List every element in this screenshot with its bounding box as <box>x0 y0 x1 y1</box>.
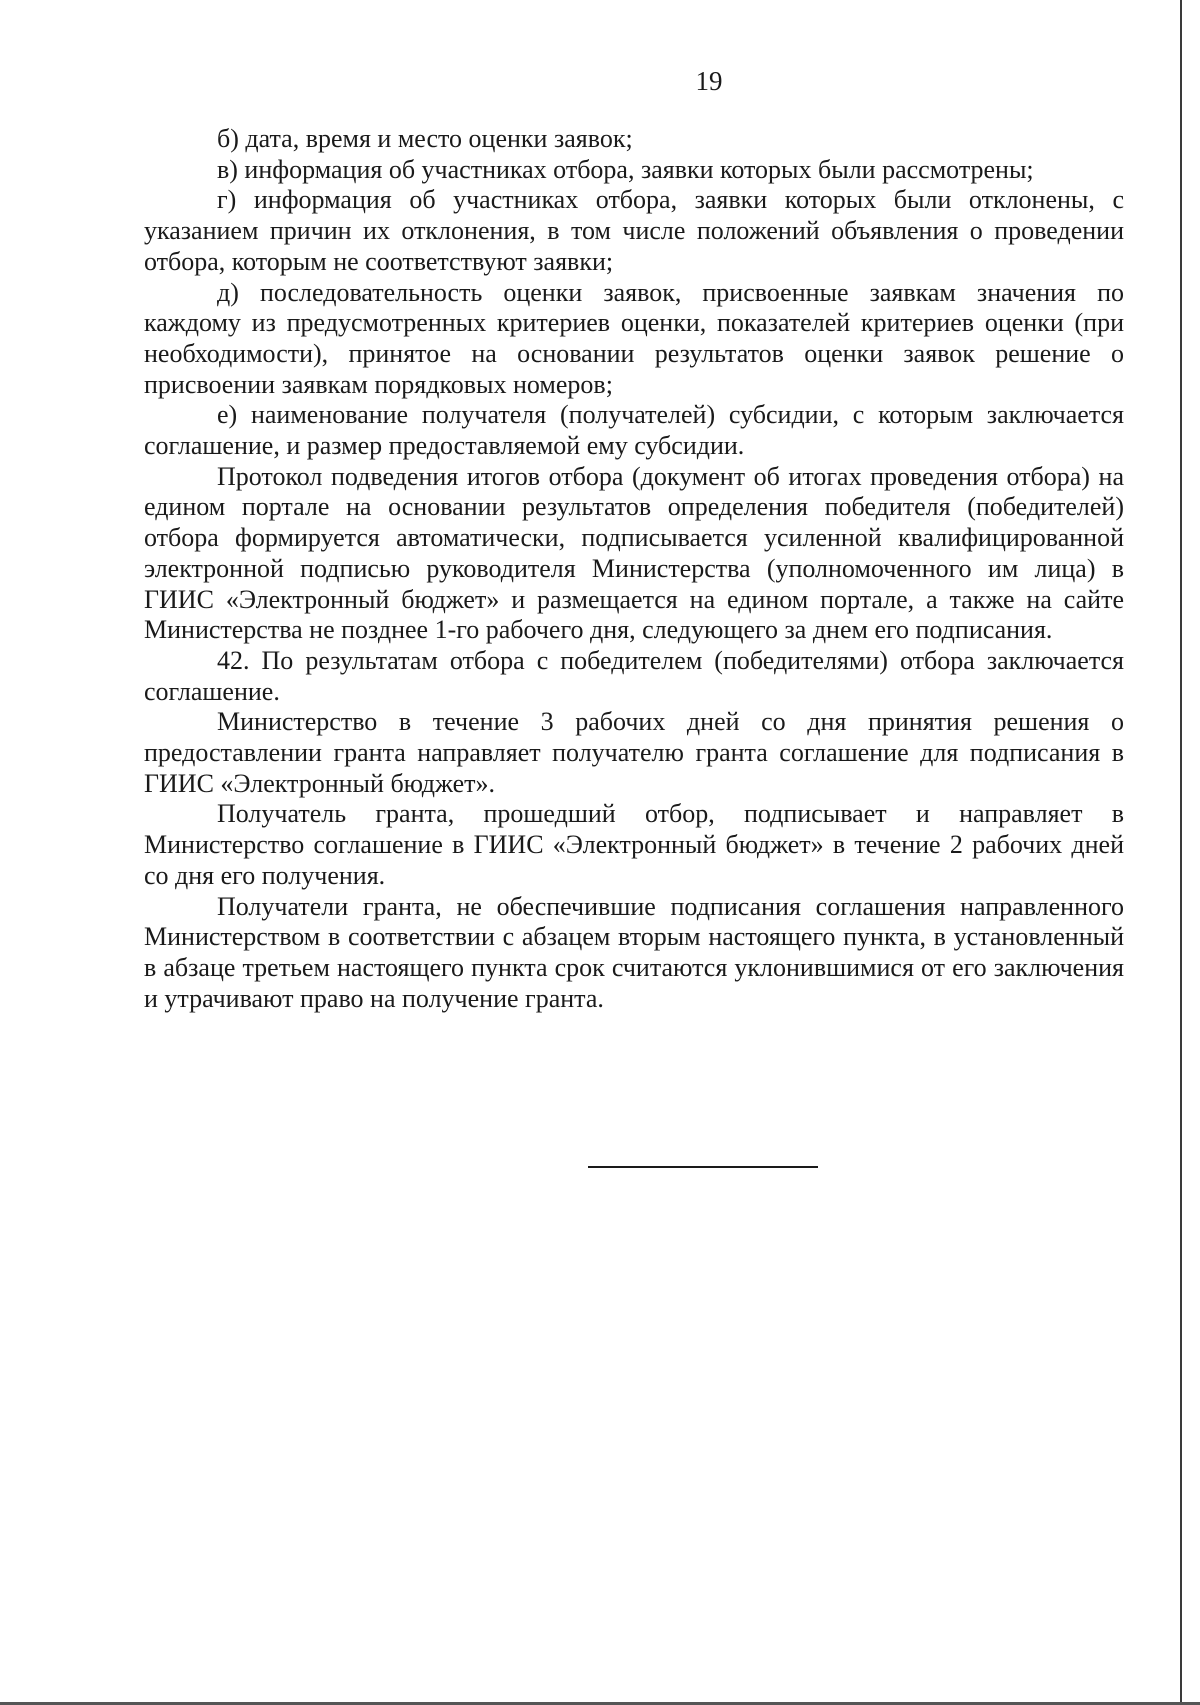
paragraph-item-b: б) дата, время и место оценки заявок; <box>217 124 633 153</box>
paragraph-item-v: в) информация об участниках отбора, заявки которых были рассмотрены; <box>217 154 1034 184</box>
paragraph-item-d: д) последовательность оценки заявок, присвоенные заявкам значения по каждому из предусмотренных критериев оценки, показателей критериев оценки (при необходимости), принятое на основании результатов оценки заявок решение о присвоении заявкам порядковых номеров; <box>144 277 1124 399</box>
paragraph-protocol: Протокол подведения итогов отбора (документ об итогах проведения отбора) на едином портале на основании результатов определения победителя (победителей) отбора формируется автоматически, подписывается усиленной квалифицированной электронной подписью руководителя Министерства (уполномоченного им лица) в ГИИС «Электронный бюджет» и размещается на едином портале, а также на сайте Министерства не позднее 1-го рабочего дня, следующего за днем его подписания. <box>144 461 1124 645</box>
paragraph-section-42: 42. По результатам отбора с победителем (победителями) отбора заключается соглашение. <box>144 645 1124 706</box>
paragraph-recipient-signs: Получатель гранта, прошедший отбор, подписывает и направляет в Министерство соглашение в ГИИС «Электронный бюджет» в течение 2 рабочих дней со дня его получения. <box>144 799 1124 890</box>
scan-edge-right <box>1180 0 1182 1705</box>
document-body <box>144 124 1124 1014</box>
paragraph-item-e: е) наименование получателя (получателей) субсидии, с которым заключается соглашение, и размер предоставляемой ему субсидии. <box>144 400 1124 461</box>
paragraph-item-g: г) информация об участниках отбора, заявки которых были отклонены, с указанием причин их отклонения, в том числе положений объявления о проведении отбора, которым не соответствуют заявки; <box>144 185 1124 276</box>
paragraph-recipients-evaded: Получатели гранта, не обеспечившие подписания соглашения направленного Министерством в соответствии с абзацем вторым настоящего пункта, в установленный в абзаце третьем настоящего пункта срок считаются уклонившимися от его заключения и утрачивают право на получение гранта. <box>144 891 1124 1013</box>
paragraph-ministry-agreement: Министерство в течение 3 рабочих дней со дня принятия решения о предоставлении гранта направляет получателю гранта соглашение для подписания в ГИИС «Электронный бюджет». <box>144 707 1124 798</box>
page-number: 19 <box>695 66 723 96</box>
closing-divider <box>588 1166 818 1168</box>
